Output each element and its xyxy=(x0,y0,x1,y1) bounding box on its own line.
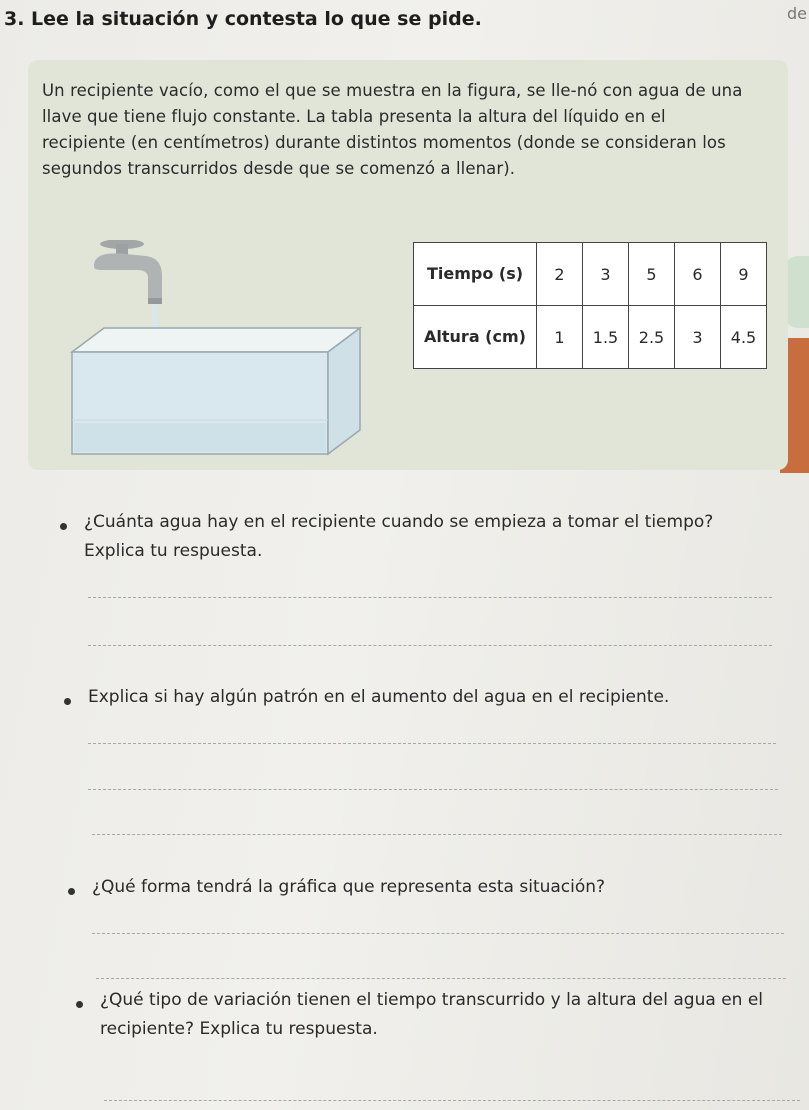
table-cell: 6 xyxy=(675,243,721,306)
exercise-heading: 3. Lee la situación y contesta lo que se pide. xyxy=(4,8,482,30)
table-cell: 2 xyxy=(537,243,583,306)
answer-line[interactable] xyxy=(92,834,782,835)
answer-line[interactable] xyxy=(88,645,772,646)
table-cell: 3 xyxy=(583,243,629,306)
bullet-icon xyxy=(60,523,67,530)
corner-text: de xyxy=(787,4,807,23)
answer-line[interactable] xyxy=(96,978,786,979)
question-2: Explica si hay algún patrón en el aumento del agua en el recipiente. xyxy=(88,687,670,707)
table-header-time: Tiempo (s) xyxy=(414,243,537,306)
table-cell: 1 xyxy=(537,306,583,369)
intro-text: Un recipiente vacío, como el que se muestra en la figura, se lle-nó con agua de una llave que tiene flujo constante. La tabla presenta la altura del líquido en el recipiente (en centímetros) durante distintos momentos (donde se consideran los segundos transcurridos desde que se comenzó a llenar). xyxy=(42,81,743,178)
table-cell: 1.5 xyxy=(583,306,629,369)
bullet-icon xyxy=(64,698,71,705)
question-4: ¿Qué tipo de variación tienen el tiempo transcurrido y la altura del agua en el recipiente? Explica tu respuesta. xyxy=(100,990,764,1039)
question-1: ¿Cuánta agua hay en el recipiente cuando se empieza a tomar el tiempo? Explica tu respuesta. xyxy=(84,512,714,561)
container-icon xyxy=(72,328,360,454)
table-cell: 9 xyxy=(721,243,767,306)
question-3: ¿Qué forma tendrá la gráfica que representa esta situación? xyxy=(92,877,606,897)
bullet-icon xyxy=(76,1001,83,1008)
table-cell: 5 xyxy=(629,243,675,306)
answer-line[interactable] xyxy=(104,1100,800,1101)
table-cell: 2.5 xyxy=(629,306,675,369)
scenario-box xyxy=(28,60,788,470)
bullet-icon xyxy=(68,888,75,895)
table-header-height: Altura (cm) xyxy=(414,306,537,369)
table-cell: 3 xyxy=(675,306,721,369)
answer-line[interactable] xyxy=(88,743,776,744)
table-row-height xyxy=(414,306,767,369)
faucet-icon xyxy=(94,240,162,304)
table-cell: 4.5 xyxy=(721,306,767,369)
answer-line[interactable] xyxy=(88,597,772,598)
table-row-time xyxy=(414,243,767,306)
faucet-container-illustration xyxy=(66,240,366,460)
answer-line[interactable] xyxy=(92,933,784,934)
answer-line[interactable] xyxy=(88,789,778,790)
time-height-table xyxy=(413,242,767,369)
